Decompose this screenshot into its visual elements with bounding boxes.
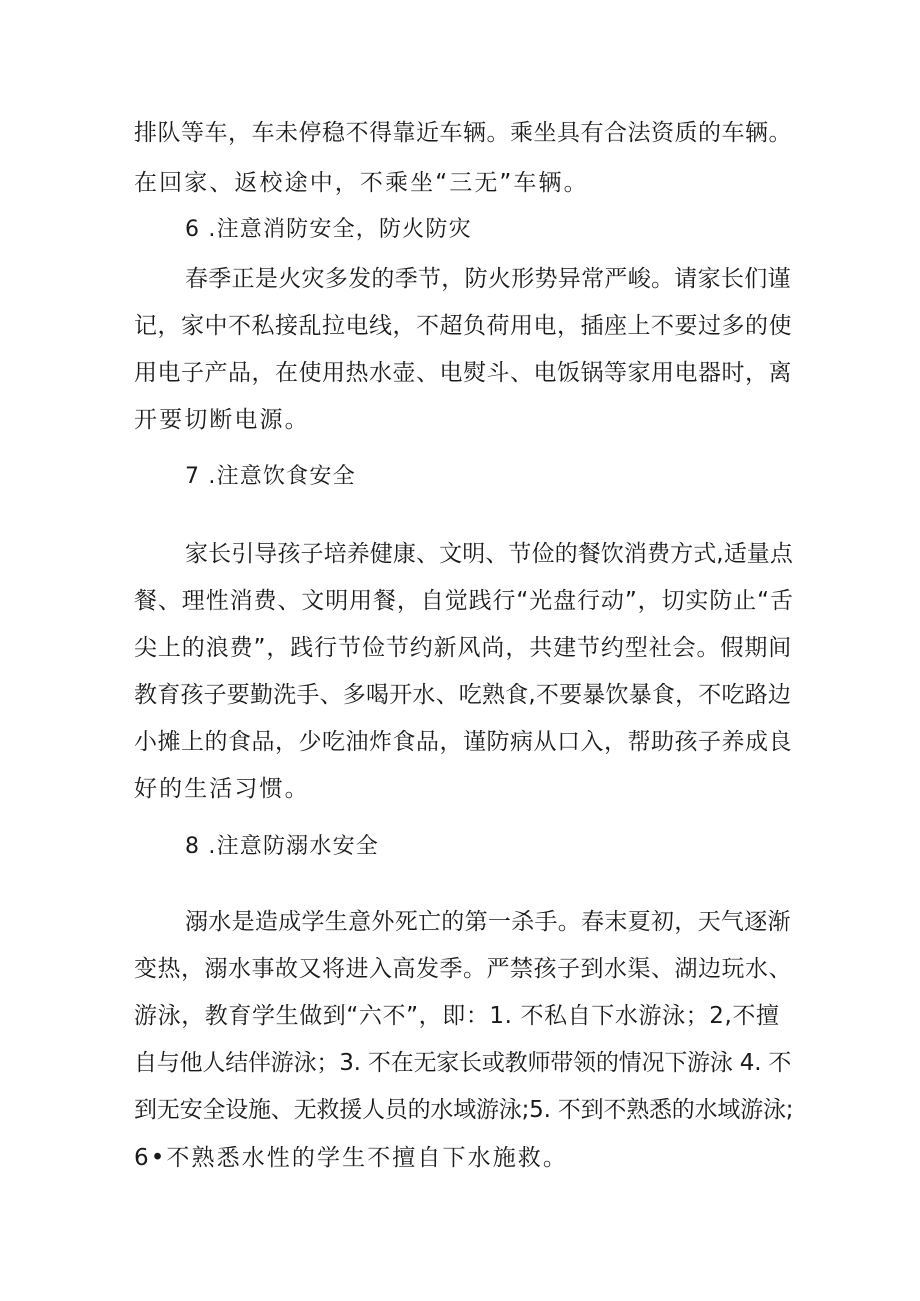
paragraph-line: 6•不熟悉水性的学生不擅自下水施救。 (134, 1145, 568, 1171)
paragraph-line: 春季正是火灾多发的季节，防火形势异常严峻。请家长们谨 (185, 266, 791, 292)
paragraph-line: 游泳，教育学生做到“六不”，即：1. 不私自下水游泳；2,不擅 (134, 1003, 780, 1029)
section-heading-6: 6 .注意消防安全，防火防灾 (185, 217, 472, 242)
paragraph-line: 自与他人结伴游泳；3. 不在无家长或教师带领的情况下游泳 4. 不 (134, 1050, 792, 1076)
paragraph-line: 变热，溺水事故又将进入高发季。严禁孩子到水渠、湖边玩水、 (134, 956, 792, 982)
paragraph-line: 溺水是造成学生意外死亡的第一杀手。春末夏初，天气逐渐 (185, 909, 791, 935)
paragraph-line: 家长引导孩子培养健康、文明、节俭的餐饮消费方式,适量点 (185, 541, 794, 567)
paragraph-line: 小摊上的食品，少吃油炸食品，谨防病从口入，帮助孩子养成良 (134, 729, 792, 755)
paragraph-line: 好的生活习惯。 (134, 776, 310, 802)
paragraph-line: 排队等车，车未停稳不得靠近车辆。乘坐具有合法资质的车辆。 (134, 120, 792, 146)
paragraph-line: 用电子产品，在使用热水壶、电熨斗、电饭锅等家用电器时，离 (134, 360, 792, 386)
section-heading-7: 7 .注意饮食安全 (185, 464, 356, 489)
paragraph-line: 餐、理性消费、文明用餐，自觉践行“光盘行动”，切实防止“舌 (134, 588, 794, 614)
paragraph-line: 尖上的浪费”，践行节俭节约新风尚，共建节约型社会。假期间 (134, 635, 793, 661)
paragraph-line: 到无安全设施、无救援人员的水域游泳;5. 不到不熟悉的水域游泳; (134, 1097, 794, 1123)
paragraph-line: 在回家、返校途中，不乘坐“三无”车辆。 (134, 170, 589, 196)
paragraph-line: 教育孩子要勤洗手、多喝开水、吃熟食,不要暴饮暴食，不吃路边 (134, 682, 792, 708)
paragraph-line: 记，家中不私接乱拉电线，不超负荷用电，插座上不要过多的使 (134, 313, 792, 339)
section-heading-8: 8 .注意防溺水安全 (185, 834, 379, 859)
paragraph-line: 开要切断电源。 (134, 407, 310, 433)
